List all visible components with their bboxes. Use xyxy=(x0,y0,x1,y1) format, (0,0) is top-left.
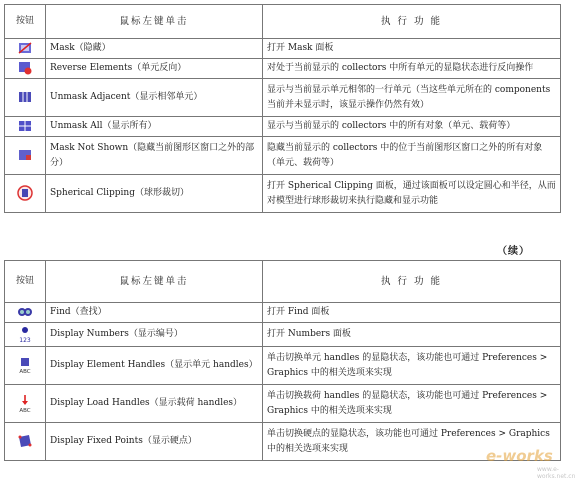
icon-cell xyxy=(5,39,46,59)
display-element-handles-icon[interactable] xyxy=(17,357,33,375)
icon-cell xyxy=(5,423,46,461)
table-row xyxy=(5,39,561,59)
row-name: Find（查找） xyxy=(46,303,263,323)
continued-label: （续） xyxy=(497,246,530,257)
row-name: Display Numbers（显示编号） xyxy=(46,323,263,347)
icon-cell xyxy=(5,323,46,347)
header-button: 按钮 xyxy=(5,5,46,39)
bottom-table xyxy=(4,260,561,461)
row-function: 单击切换硬点的显隐状态，该功能也可通过 Preferences > Graphics 中的相关选项来实现 xyxy=(263,423,561,461)
table-row xyxy=(5,137,561,175)
icon-cell xyxy=(5,137,46,175)
icon-cell xyxy=(5,385,46,423)
row-name: Spherical Clipping（球形裁切） xyxy=(46,175,263,213)
find-icon[interactable] xyxy=(17,305,33,319)
watermark-logo xyxy=(480,440,575,480)
display-load-handles-icon[interactable] xyxy=(17,394,33,414)
icon-cell xyxy=(5,175,46,213)
unmask-all-icon[interactable] xyxy=(18,119,32,133)
abc-icon-text: ABC xyxy=(19,407,31,414)
table-row xyxy=(5,347,561,385)
header-function: 执 行 功 能 xyxy=(263,261,561,303)
row-function: 打开 Find 面板 xyxy=(263,303,561,323)
header-row xyxy=(5,5,561,39)
reverse-elements-icon[interactable] xyxy=(18,61,32,75)
abc-icon-text: ABC xyxy=(19,368,31,375)
icon-cell xyxy=(5,347,46,385)
header-row xyxy=(5,261,561,303)
row-function: 打开 Mask 面板 xyxy=(263,39,561,59)
icon-cell xyxy=(5,59,46,79)
unmask-adjacent-icon[interactable] xyxy=(18,90,32,104)
display-fixed-points-icon[interactable] xyxy=(17,433,33,449)
row-name: Display Fixed Points（显示硬点） xyxy=(46,423,263,461)
row-name: Mask（隐藏） xyxy=(46,39,263,59)
top-table xyxy=(4,4,561,213)
table-row xyxy=(5,175,561,213)
icon-cell xyxy=(5,79,46,117)
row-function: 显示与当前显示单元相邻的一行单元（当这些单元所在的 components 当前并未显示时，该显示操作仍然有效） xyxy=(263,79,561,117)
row-function: 隐藏当前显示的 collectors 中的位于当前图形区窗口之外的所有对象（单元、载荷等） xyxy=(263,137,561,175)
header-left-click: 鼠标左键单击 xyxy=(46,261,263,303)
icon-cell xyxy=(5,303,46,323)
watermark-domain: www.e-works.net.cn xyxy=(537,466,575,480)
mask-not-shown-icon[interactable] xyxy=(18,148,32,162)
row-function: 打开 Spherical Clipping 面板，通过该面板可以设定圆心和半径，从而对模型进行球形裁切来执行隐藏和显示功能 xyxy=(263,175,561,213)
header-function: 执 行 功 能 xyxy=(263,5,561,39)
table-row xyxy=(5,79,561,117)
row-function: 显示与当前显示的 collectors 中的所有对象（单元、载荷等） xyxy=(263,117,561,137)
row-function: 对处于当前显示的 collectors 中所有单元的显隐状态进行反向操作 xyxy=(263,59,561,79)
table-row xyxy=(5,385,561,423)
header-left-click: 鼠标左键单击 xyxy=(46,5,263,39)
row-name: Unmask Adjacent（显示相邻单元） xyxy=(46,79,263,117)
row-function: 打开 Numbers 面板 xyxy=(263,323,561,347)
numbers-icon-text: 123 xyxy=(19,336,31,344)
row-name: Mask Not Shown（隐藏当前图形区窗口之外的部分） xyxy=(46,137,263,175)
table-row xyxy=(5,59,561,79)
row-name: Unmask All（显示所有） xyxy=(46,117,263,137)
row-name: Display Load Handles（显示载荷 handles） xyxy=(46,385,263,423)
spherical-clipping-icon[interactable] xyxy=(17,185,33,201)
header-button: 按钮 xyxy=(5,261,46,303)
row-function: 单击切换载荷 handles 的显隐状态，该功能也可通过 Preferences > Graphics 中的相关选项来实现 xyxy=(263,385,561,423)
row-function: 单击切换单元 handles 的显隐状态，该功能也可通过 Preferences > Graphics 中的相关选项来实现 xyxy=(263,347,561,385)
table-row xyxy=(5,423,561,461)
row-name: Reverse Elements（单元反向） xyxy=(46,59,263,79)
table-row xyxy=(5,323,561,347)
watermark-text: e-works xyxy=(486,447,553,465)
icon-cell xyxy=(5,117,46,137)
table-row xyxy=(5,117,561,137)
row-name: Display Element Handles（显示单元 handles） xyxy=(46,347,263,385)
mask-icon[interactable] xyxy=(18,41,32,55)
display-numbers-icon[interactable] xyxy=(17,326,33,344)
table-row xyxy=(5,303,561,323)
